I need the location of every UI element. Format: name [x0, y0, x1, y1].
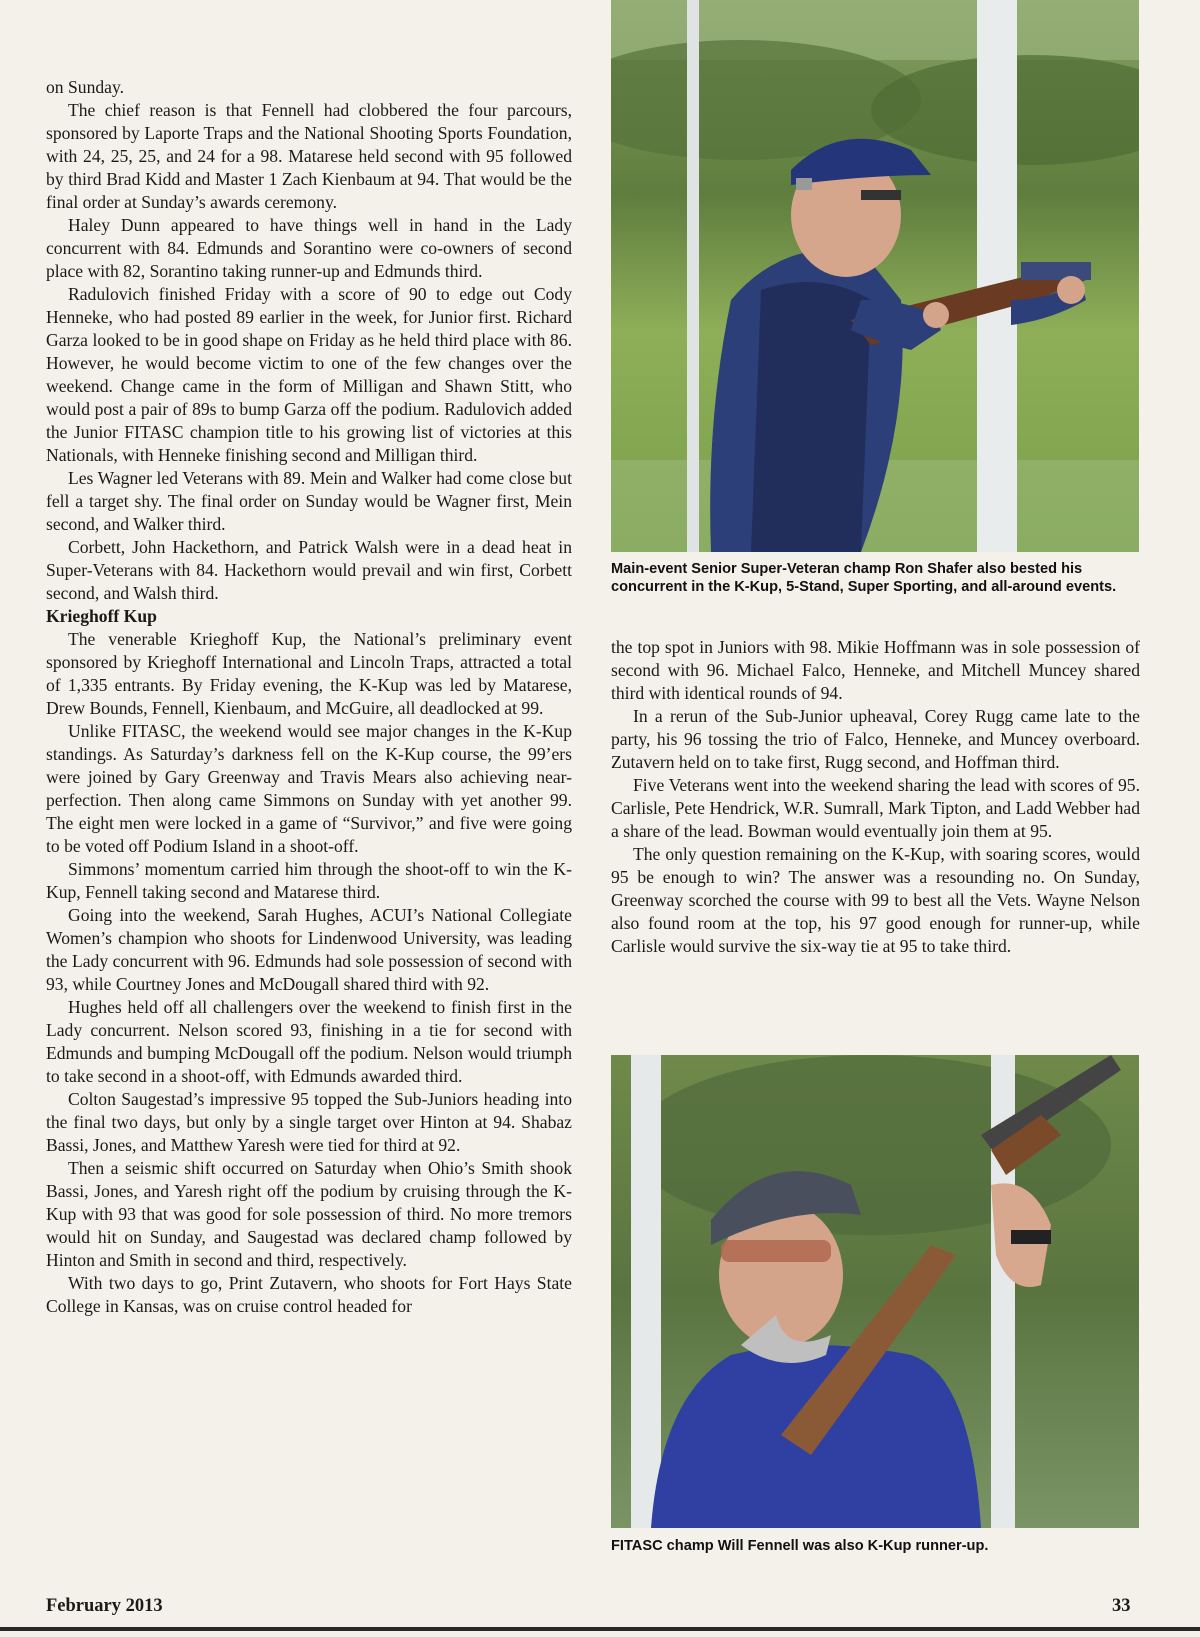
- paragraph: The venerable Krieghoff Kup, the National’s preliminary event sponsored by Krieghoff International and Lincoln Traps, attracted a total of 1,335 entrants. By Friday evening, the K-Kup was led by Matarese, Drew Bounds, Fennell, Kienbaum, and McGuire, all deadlocked at 99.: [46, 629, 572, 718]
- photo-shooter-ron-shafer: [611, 0, 1139, 552]
- paragraph: Les Wagner led Veterans with 89. Mein and Walker had come close but fell a target shy. The final order on Sunday would be Wagner first, Mein second, and Walker third.: [46, 468, 572, 534]
- paragraph: Haley Dunn appeared to have things well in hand in the Lady concurrent with 84. Edmunds and Sorantino were co-owners of second place with 82, Sorantino taking runner-up and Edmunds third.: [46, 215, 572, 281]
- paragraph: the top spot in Juniors with 98. Mikie Hoffmann was in sole possession of second with 96. Michael Falco, Henneke, and Mitchell Muncey shared third with identical rounds of 94.: [611, 637, 1140, 703]
- photo-caption: Main-event Senior Super-Veteran champ Ron Shafer also bested his concurrent in the K-Kup, 5-Stand, Super Sporting, and all-around events.: [611, 561, 1117, 596]
- page-number: 33: [1112, 1596, 1131, 1616]
- paragraph: Going into the weekend, Sarah Hughes, ACUI’s National Collegiate Women’s champion who shoots for Lindenwood University, was leading the Lady concurrent with 96. Edmunds had sole possession of second with 93, while Courtney Jones and McDougall shared third with 92.: [46, 905, 572, 994]
- paragraph: on Sunday.: [46, 77, 125, 97]
- paragraph: Colton Saugestad’s impressive 95 topped the Sub-Juniors heading into the final two days, but only by a single target over Hinton at 94. Shabaz Bassi, Jones, and Matthew Yaresh were tied for third at 92.: [46, 1089, 572, 1155]
- paragraph: With two days to go, Print Zutavern, who shoots for Fort Hays State College in Kansas, was on cruise control headed for: [46, 1273, 572, 1316]
- paragraph: Then a seismic shift occurred on Saturday when Ohio’s Smith shook Bassi, Jones, and Yaresh right off the podium by cruising through the K-Kup with 93 that was good for sole possession of third. No more tremors would hit on Sunday, and Saugestad was declared champ followed by Hinton and Smith in second and third, respectively.: [46, 1158, 572, 1270]
- photo-shooter-will-fennell: [611, 1055, 1139, 1528]
- right-column: [611, 636, 1140, 958]
- paragraph: Five Veterans went into the weekend sharing the lead with scores of 95. Carlisle, Pete Hendrick, W.R. Sumrall, Mark Tipton, and Ladd Webber had a share of the lead. Bowman would eventually join them at 95.: [611, 775, 1140, 841]
- paragraph: Corbett, John Hackethorn, and Patrick Walsh were in a dead heat in Super-Veterans with 84. Hackethorn would prevail and win first, Corbett second, and Walsh third.: [46, 537, 572, 603]
- paragraph: The only question remaining on the K-Kup, with soaring scores, would 95 be enough to win? The answer was a resounding no. On Sunday, Greenway scorched the course with 99 to best all the Vets. Wayne Nelson also found room at the top, his 97 good enough for runner-up, while Carlisle would survive the six-way tie at 95 to take third.: [611, 844, 1140, 956]
- paragraph: In a rerun of the Sub-Junior upheaval, Corey Rugg came late to the party, his 96 tossing the trio of Falco, Henneke, and Muncey overboard. Zutavern held on to take first, Rugg second, and Hoffman third.: [611, 706, 1140, 772]
- bottom-rule: [0, 1627, 1200, 1631]
- paragraph: The chief reason is that Fennell had clobbered the four parcours, sponsored by Laporte Traps and the National Shooting Sports Foundation, with 24, 25, 25, and 24 for a 98. Matarese held second with 95 followed by third Brad Kidd and Master 1 Zach Kienbaum at 94. That would be the final order at Sunday’s awards ceremony.: [46, 100, 572, 212]
- left-column: [46, 76, 572, 1318]
- paragraph: Radulovich finished Friday with a score of 90 to edge out Cody Henneke, who had posted 89 earlier in the week, for Junior first. Richard Garza looked to be in good shape on Friday as he held third place with 86. However, he would become victim to one of the few changes over the weekend. Change came in the form of Milligan and Shawn Stitt, who would post a pair of 89s to bump Garza off the podium. Radulovich added the Junior FITASC champion title to his growing list of victories at this Nationals, with Henneke finishing second and Milligan third.: [46, 284, 572, 465]
- photo-caption: FITASC champ Will Fennell was also K-Kup runner-up.: [611, 1538, 989, 1554]
- issue-date: February 2013: [46, 1596, 163, 1616]
- paragraph: Hughes held off all challengers over the weekend to finish first in the Lady concurrent. Nelson scored 93, finishing in a tie for second with Edmunds and bumping McDougall off the podium. Nelson would triumph to take second in a shoot-off, with Edmunds awarded third.: [46, 997, 572, 1086]
- section-subhead: Krieghoff Kup: [46, 606, 157, 626]
- paragraph: Simmons’ momentum carried him through the shoot-off to win the K-Kup, Fennell taking second and Matarese third.: [46, 859, 572, 902]
- shooter-photo-illustration: [611, 0, 1139, 552]
- paragraph: Unlike FITASC, the weekend would see major changes in the K-Kup standings. As Saturday’s darkness fell on the K-Kup course, the 99’ers were joined by Gary Greenway and Travis Mears also achieving near-perfection. Then along came Simmons on Sunday with yet another 99. The eight men were locked in a game of “Survivor,” and five were going to be voted off Podium Island in a shoot-off.: [46, 721, 572, 856]
- shooter-photo-illustration: [611, 1055, 1139, 1528]
